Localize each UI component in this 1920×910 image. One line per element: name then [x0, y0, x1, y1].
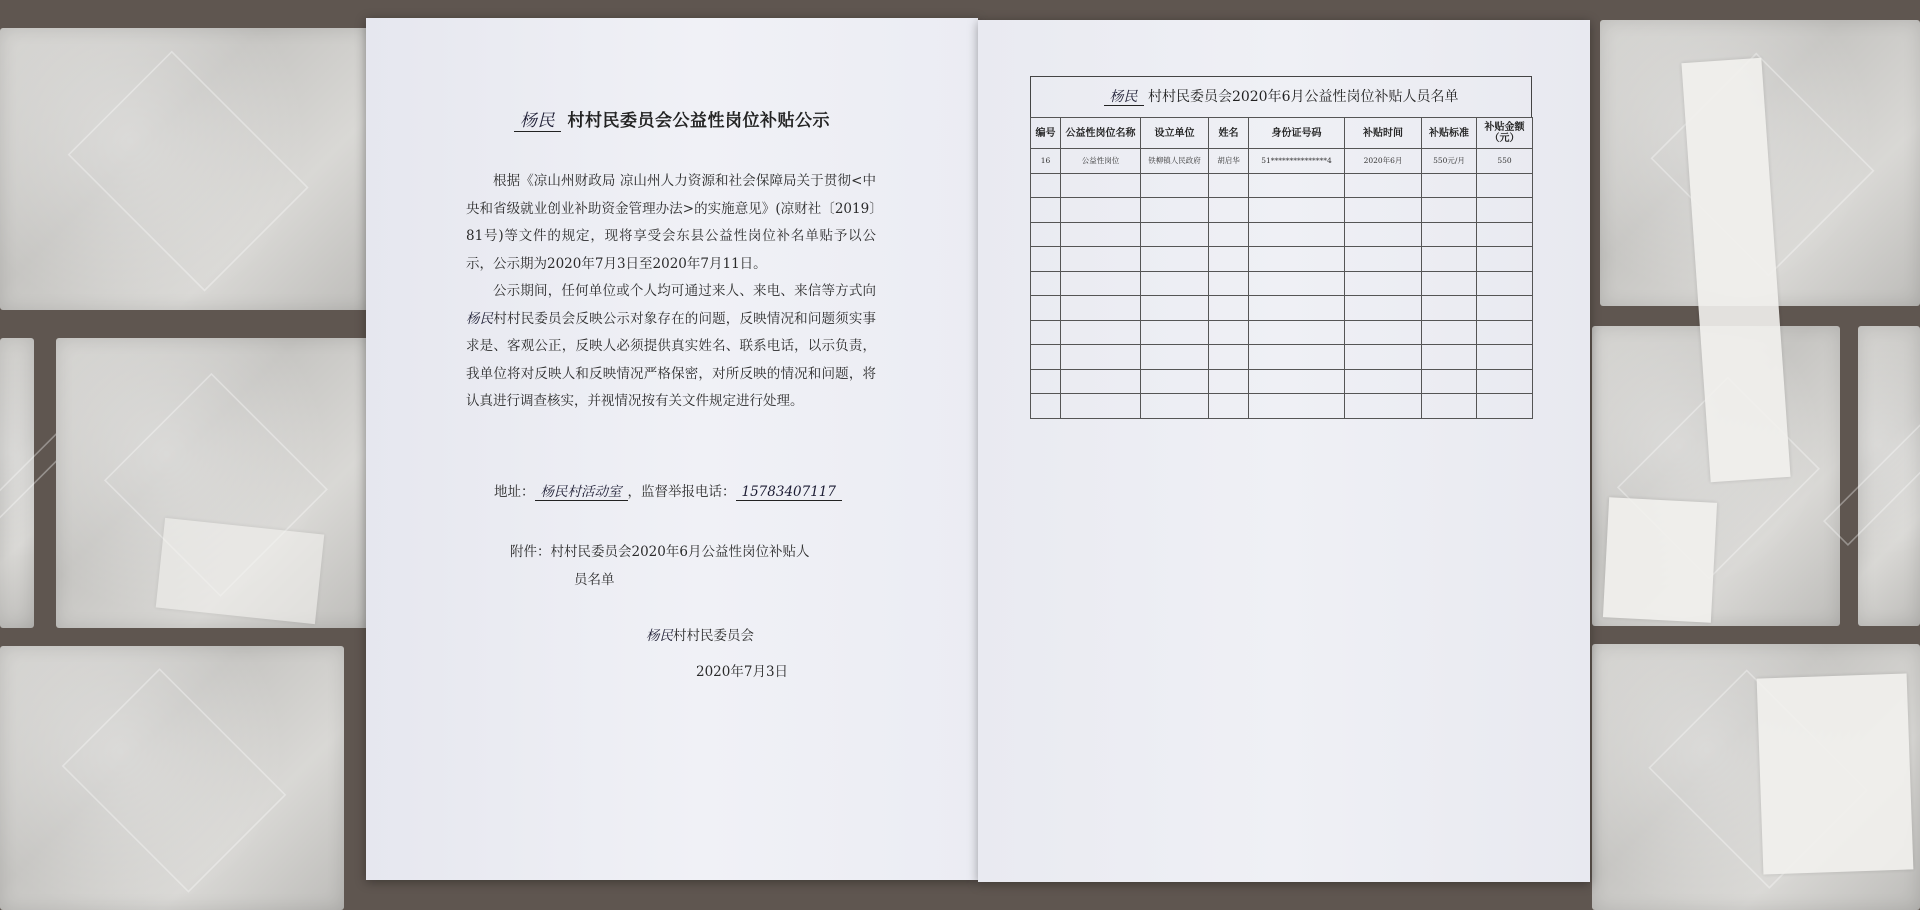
empty-cell [1209, 320, 1249, 345]
wall-tile [0, 28, 372, 310]
attachment-text: 村村民委员会2020年6月公益性岗位补贴人 [550, 544, 810, 560]
empty-cell [1477, 247, 1533, 272]
empty-cell [1141, 173, 1209, 198]
notice-title [366, 106, 978, 131]
empty-cell [1345, 345, 1422, 370]
empty-cell [1477, 369, 1533, 394]
empty-cell [1141, 369, 1209, 394]
cell-period: 2020年6月 [1345, 149, 1422, 174]
empty-cell [1345, 296, 1422, 321]
empty-cell [1477, 173, 1533, 198]
empty-cell [1345, 173, 1422, 198]
empty-table-row [1031, 173, 1533, 198]
empty-cell [1209, 271, 1249, 296]
signature-date: 2020年7月3日 [696, 664, 789, 680]
empty-cell [1031, 320, 1061, 345]
empty-cell [1345, 198, 1422, 223]
empty-cell [1477, 222, 1533, 247]
empty-table-row [1031, 320, 1533, 345]
empty-cell [1061, 247, 1141, 272]
cell-name: 胡启华 [1209, 149, 1249, 174]
address-label: 地址： [494, 484, 535, 500]
wall-tile [0, 646, 344, 910]
empty-cell [1477, 394, 1533, 419]
handwritten-village-name: 杨民 [646, 628, 673, 644]
empty-cell [1031, 198, 1061, 223]
empty-cell [1477, 271, 1533, 296]
cell-id-number: 51***************4 [1249, 149, 1345, 174]
empty-cell [1061, 345, 1141, 370]
empty-cell [1249, 173, 1345, 198]
notice-title-text: 村村民委员会公益性岗位补贴公示 [567, 111, 830, 131]
roster-table-wrap [1030, 76, 1532, 419]
signature-org [646, 624, 754, 644]
empty-cell [1422, 173, 1477, 198]
col-header: 身份证号码 [1249, 118, 1345, 149]
notice-paragraph-2-start: 公示期间，任何单位或个人均可通过来人、来电、来信等方式向 [493, 283, 876, 299]
empty-cell [1345, 369, 1422, 394]
empty-cell [1249, 345, 1345, 370]
phone-label: ，监督举报电话： [627, 484, 736, 500]
empty-cell [1141, 296, 1209, 321]
handwritten-village-name: 杨民 [466, 310, 494, 327]
wall-tile [1858, 326, 1920, 626]
roster-body [1031, 149, 1533, 419]
col-header: 公益性岗位名称 [1061, 118, 1141, 149]
empty-cell [1209, 173, 1249, 198]
empty-cell [1031, 369, 1061, 394]
empty-cell [1141, 198, 1209, 223]
empty-table-row [1031, 271, 1533, 296]
notice-sheet [366, 18, 978, 880]
col-header: 编号 [1031, 118, 1061, 149]
empty-cell [1031, 173, 1061, 198]
empty-cell [1422, 296, 1477, 321]
empty-cell [1031, 222, 1061, 247]
col-header: 补贴时间 [1345, 118, 1422, 149]
wall-tile [0, 338, 34, 628]
col-header: 设立单位 [1141, 118, 1209, 149]
empty-cell [1209, 296, 1249, 321]
empty-cell [1061, 320, 1141, 345]
attachment-note [510, 538, 880, 594]
roster-sheet [978, 20, 1590, 882]
cell-post: 公益性岗位 [1061, 149, 1141, 174]
empty-cell [1422, 247, 1477, 272]
empty-table-row [1031, 394, 1533, 419]
empty-cell [1061, 198, 1141, 223]
attachment-text-cont: 员名单 [574, 572, 615, 588]
empty-cell [1209, 247, 1249, 272]
empty-cell [1031, 345, 1061, 370]
empty-cell [1141, 345, 1209, 370]
empty-cell [1141, 247, 1209, 272]
empty-cell [1422, 198, 1477, 223]
cell-amount: 550 [1477, 149, 1533, 174]
empty-cell [1477, 296, 1533, 321]
empty-cell [1209, 345, 1249, 370]
empty-table-row [1031, 247, 1533, 272]
empty-cell [1209, 222, 1249, 247]
empty-table-row [1031, 198, 1533, 223]
empty-cell [1422, 394, 1477, 419]
empty-cell [1345, 394, 1422, 419]
empty-cell [1061, 173, 1141, 198]
empty-table-row [1031, 296, 1533, 321]
col-header: 姓名 [1209, 118, 1249, 149]
empty-cell [1422, 271, 1477, 296]
empty-cell [1477, 345, 1533, 370]
empty-cell [1422, 369, 1477, 394]
empty-cell [1061, 394, 1141, 419]
address-line [494, 480, 842, 500]
empty-cell [1249, 320, 1345, 345]
signature-org-text: 村村民委员会 [673, 628, 754, 644]
empty-cell [1209, 394, 1249, 419]
empty-cell [1345, 247, 1422, 272]
empty-cell [1061, 222, 1141, 247]
empty-cell [1141, 271, 1209, 296]
handwritten-address: 杨民村活动室 [535, 484, 628, 501]
empty-cell [1061, 271, 1141, 296]
empty-table-row [1031, 345, 1533, 370]
notice-body [466, 168, 876, 416]
empty-cell [1249, 198, 1345, 223]
roster-header-row [1031, 118, 1533, 149]
empty-cell [1422, 222, 1477, 247]
empty-cell [1031, 271, 1061, 296]
notice-paragraph-2-end: 村村民委员会反映公示对象存在的问题，反映情况和问题须实事求是、客观公正，反映人必须提供真实姓名、联系电话，以示负责，我单位将对反映人和反映情况严格保密，对所反映的情况和问题，将认真进行调查核实，并视情况按有关文件规定进行处理。 [466, 310, 877, 409]
handwritten-village-name: 杨民 [514, 111, 561, 132]
empty-cell [1249, 222, 1345, 247]
torn-paper-scrap [1757, 673, 1914, 874]
empty-cell [1345, 271, 1422, 296]
empty-cell [1249, 369, 1345, 394]
empty-cell [1209, 198, 1249, 223]
empty-cell [1061, 369, 1141, 394]
empty-cell [1249, 271, 1345, 296]
notice-paragraph-1: 根据《凉山州财政局 凉山州人力资源和社会保障局关于贯彻<中央和省级就业创业补助资金管理办法>的实施意见》(凉财社〔2019〕81号)等文件的规定，现将享受会东县公益性岗位补名单贴予以公示，公示期为2020年7月3日至2020年7月11日。 [466, 173, 876, 272]
empty-table-row [1031, 369, 1533, 394]
torn-paper-scrap [156, 518, 325, 624]
table-row [1031, 149, 1533, 174]
empty-cell [1209, 369, 1249, 394]
empty-cell [1345, 320, 1422, 345]
roster-title-text: 村村民委员会2020年6月公益性岗位补贴人员名单 [1147, 89, 1459, 105]
empty-cell [1249, 296, 1345, 321]
handwritten-village-name: 杨民 [1104, 89, 1144, 106]
empty-cell [1477, 320, 1533, 345]
handwritten-phone: 15783407117 [736, 484, 842, 501]
empty-cell [1422, 345, 1477, 370]
torn-paper-scrap [1603, 497, 1717, 622]
cell-number: 16 [1031, 149, 1061, 174]
empty-cell [1031, 247, 1061, 272]
empty-cell [1249, 247, 1345, 272]
roster-table [1030, 117, 1533, 419]
empty-cell [1249, 394, 1345, 419]
empty-cell [1422, 320, 1477, 345]
empty-cell [1141, 394, 1209, 419]
cell-unit: 铁柳镇人民政府 [1141, 149, 1209, 174]
empty-cell [1061, 296, 1141, 321]
empty-cell [1477, 198, 1533, 223]
cell-standard: 550元/月 [1422, 149, 1477, 174]
notice-paragraph-2 [466, 278, 876, 416]
empty-table-row [1031, 222, 1533, 247]
attachment-label: 附件： [510, 544, 551, 560]
empty-cell [1345, 222, 1422, 247]
roster-title [1030, 76, 1532, 117]
empty-cell [1031, 394, 1061, 419]
empty-cell [1141, 320, 1209, 345]
empty-cell [1031, 296, 1061, 321]
col-header: 补贴金额（元） [1477, 118, 1533, 149]
empty-cell [1141, 222, 1209, 247]
col-header: 补贴标准 [1422, 118, 1477, 149]
